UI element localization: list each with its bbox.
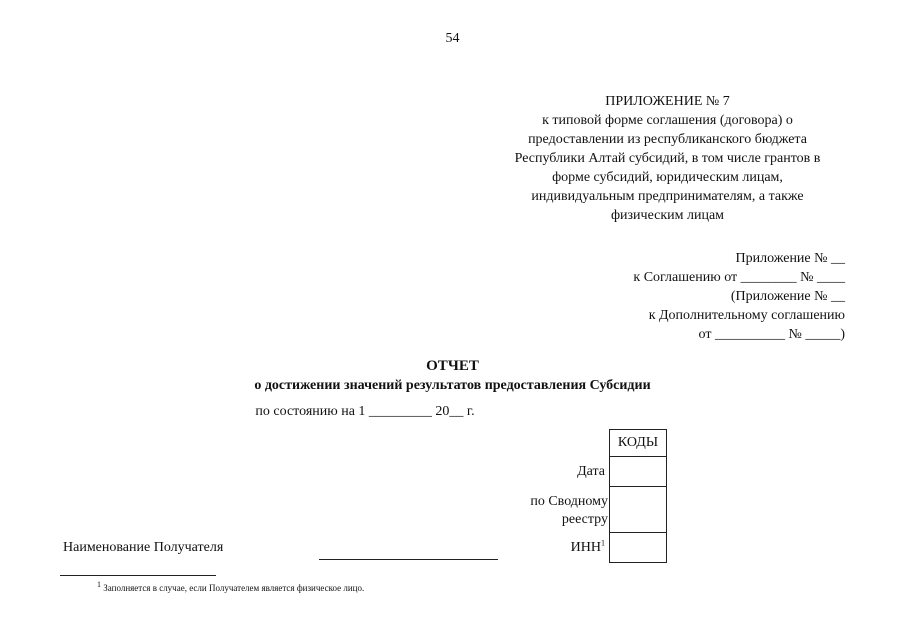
date-label: Дата	[577, 464, 605, 479]
codes-table	[609, 429, 667, 563]
recipient-label: Наименование Получателя	[63, 540, 224, 555]
footnote-marker: 1	[97, 580, 101, 589]
codes-header: КОДЫ	[610, 430, 667, 457]
footnote-divider	[60, 575, 216, 576]
date-code-cell[interactable]	[610, 457, 667, 487]
inn-code-cell[interactable]	[610, 533, 667, 563]
agreement-line: к Дополнительному соглашению	[648, 308, 845, 323]
report-date-line: по состоянию на 1 _________ 20__ г.	[255, 404, 475, 419]
appendix-title: ПРИЛОЖЕНИЕ № 7	[605, 94, 730, 109]
inn-footnote-marker: 1	[601, 538, 605, 548]
agreement-line: (Приложение № __	[730, 289, 845, 304]
appendix-line: Республики Алтай субсидий, в том числе грантов в	[514, 151, 821, 166]
report-title: ОТЧЕТ	[426, 358, 479, 374]
agreement-line: к Соглашению от ________ № ____	[633, 270, 845, 285]
registry-code-cell[interactable]	[610, 487, 667, 533]
report-subtitle: о достижении значений результатов предоставления Субсидии	[254, 378, 651, 393]
appendix-line: к типовой форме соглашения (договора) о	[542, 113, 793, 128]
footnote-text: Заполняется в случае, если Получателем является физическое лицо.	[103, 583, 365, 593]
inn-label	[405, 539, 605, 557]
recipient-field-line[interactable]	[319, 559, 498, 560]
appendix-block	[490, 92, 845, 225]
footnote	[97, 580, 365, 593]
inn-text: ИНН	[570, 540, 601, 555]
page-number: 54	[445, 31, 460, 46]
registry-label: по Сводному реестру	[530, 494, 608, 527]
appendix-line: физическим лицам	[610, 208, 725, 223]
agreement-block	[560, 249, 845, 344]
appendix-line: форме субсидий, юридическим лицам,	[552, 170, 783, 185]
agreement-line: Приложение № __	[735, 251, 845, 266]
agreement-line: от __________ № _____)	[698, 327, 845, 342]
appendix-line: предоставлении из республиканского бюджета	[528, 132, 807, 147]
appendix-line: индивидуальным предпринимателям, а также	[531, 189, 804, 204]
